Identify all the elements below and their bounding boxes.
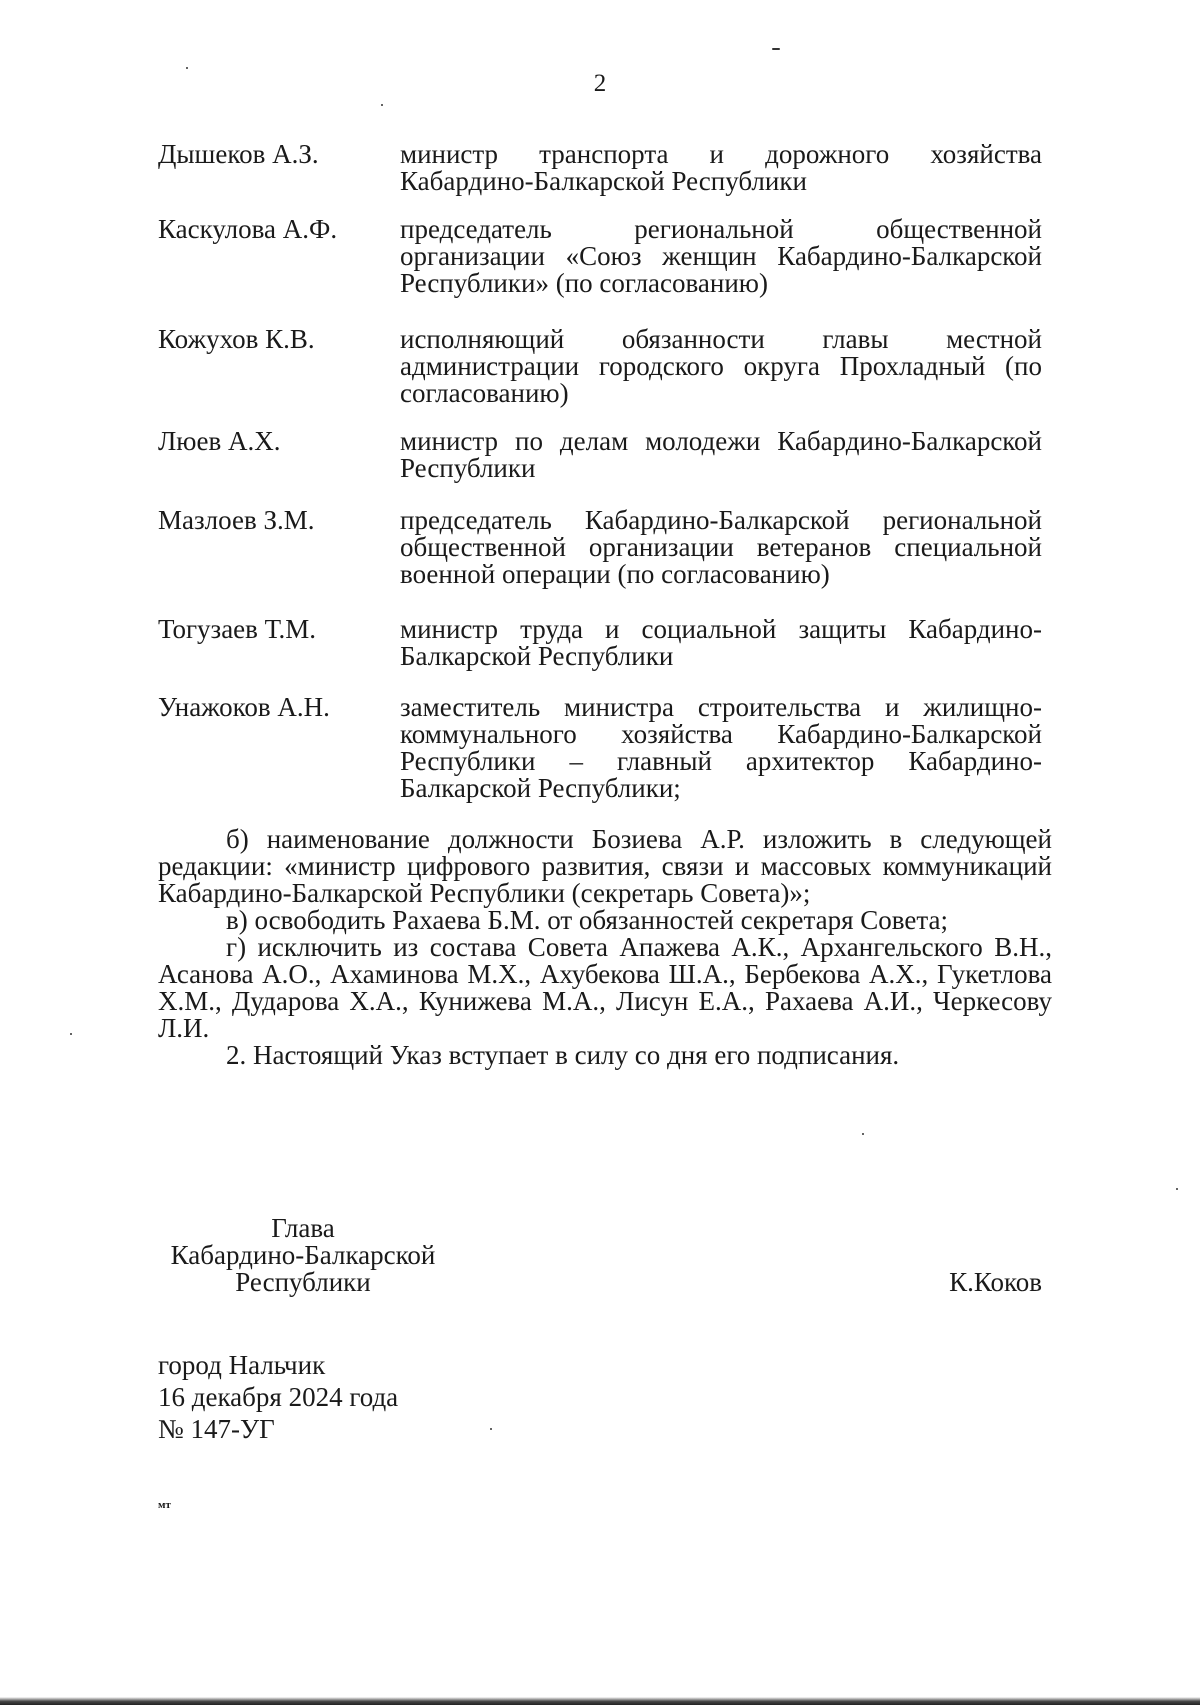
- member-name: Унажоков А.Н.: [158, 692, 330, 722]
- member-entry: [158, 616, 1042, 694]
- paragraph-v: в) освободить Рахаева Б.М. от обязанностей секретаря Совета;: [226, 905, 948, 935]
- city: город Нальчик: [158, 1350, 326, 1380]
- scan-speck: [772, 48, 780, 50]
- scan-bottom-edge: [0, 1697, 1200, 1705]
- member-position: министр труда и социальной защиты Кабардино-Балкарской Республики: [400, 614, 1042, 671]
- member-position: исполняющий обязанности главы местной администрации городского округа Прохладный (по согласованию): [400, 324, 1042, 408]
- signatory-name: К.Коков: [949, 1267, 1042, 1297]
- member-name: Мазлоев З.М.: [158, 505, 315, 535]
- paragraph-item-2: 2. Настоящий Указ вступает в силу со дня его подписания.: [226, 1040, 900, 1070]
- member-entry: [158, 694, 1042, 814]
- member-position: министр по делам молодежи Кабардино-Балкарской Республики: [400, 426, 1042, 483]
- typist-initials: мт: [158, 1499, 171, 1511]
- member-name: Люев А.Х.: [158, 426, 281, 456]
- date: 16 декабря 2024 года: [158, 1382, 399, 1412]
- document-number: № 147-УГ: [158, 1414, 275, 1444]
- member-entry: [158, 507, 1042, 616]
- member-position: министр транспорта и дорожного хозяйства Кабардино-Балкарской Республики: [400, 139, 1042, 196]
- member-entry: [158, 141, 1042, 216]
- member-position: председатель Кабардино-Балкарской региональной общественной организации ветеранов специальной военной операции (по согласованию): [400, 505, 1042, 589]
- signatory-title: Глава Кабардино-Балкарской Республики: [170, 1213, 436, 1297]
- page-number: 2: [593, 70, 607, 97]
- member-name: Кожухов К.В.: [158, 324, 315, 354]
- member-entry: [158, 216, 1042, 326]
- member-position: заместитель министра строительства и жилищно-коммунального хозяйства Кабардино-Балкарской Республики – главный архитектор Кабардино-Балкарской Республики;: [400, 692, 1042, 803]
- scan-speck: [490, 1428, 492, 1430]
- member-entry: [158, 326, 1042, 428]
- scan-speck: [862, 1133, 864, 1135]
- signature-block: [158, 1215, 1042, 1305]
- council-members-list: [158, 141, 1042, 814]
- scan-speck: [381, 104, 383, 106]
- scan-speck: [186, 67, 188, 69]
- scan-speck: [1176, 1188, 1178, 1190]
- member-name: Каскулова А.Ф.: [158, 214, 338, 244]
- member-entry: [158, 428, 1042, 507]
- paragraph-g: г) исключить из состава Совета Апажева А.К., Архангельского В.Н., Асанова А.О., Ахаминова М.Х., Ахубекова Ш.А., Бербекова А.Х., Гукетлова Х.М., Дударова Х.А., Кунижева М.А., Лисун Е.А., Рахаева А.И., Черкесову Л.И.: [158, 932, 1052, 1043]
- member-position: председатель региональной общественной организации «Союз женщин Кабардино-Балкарской Республики» (по согласованию): [400, 214, 1042, 298]
- scan-speck: [70, 1033, 72, 1035]
- paragraph-b: б) наименование должности Бозиева А.Р. изложить в следующей редакции: «министр цифрового развития, связи и массовых коммуникаций Кабардино-Балкарской Республики (секретарь Совета)»;: [158, 824, 1052, 908]
- member-name: Дышеков А.З.: [158, 139, 319, 169]
- place-date-block: [158, 1352, 398, 1448]
- decree-body: [158, 826, 1052, 1069]
- member-name: Тогузаев Т.М.: [158, 614, 316, 644]
